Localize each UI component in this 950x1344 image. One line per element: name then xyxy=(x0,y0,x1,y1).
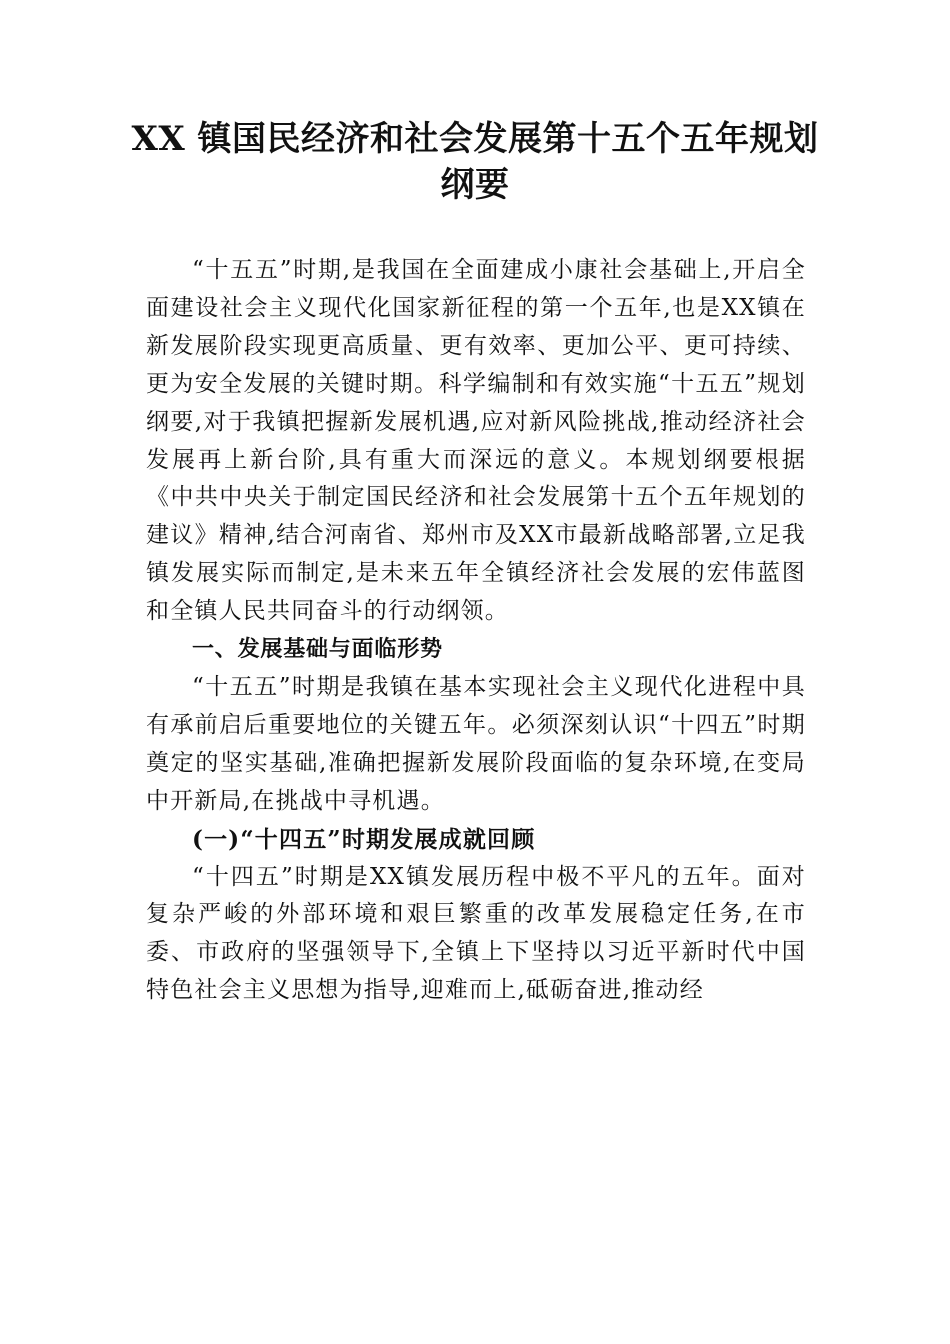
subsection-heading-achievements: (一)“十四五”时期发展成就回顾 xyxy=(192,825,536,853)
subsection-paragraph: “十四五”时期是XX镇发展历程中极不平凡的五年。面对复杂严峻的外部环境和艰巨繁重的改革发展稳定任务,在市委、市政府的坚强领导下,全镇上下坚持以习近平新时代中国特色社会主义思想为指导,迎难而上,砥砺奋进,推动经 xyxy=(146,863,806,1004)
document-body xyxy=(146,252,806,1010)
intro-paragraph: “十五五”时期,是我国在全面建成小康社会基础上,开启全面建设社会主义现代化国家新征程的第一个五年,也是XX镇在新发展阶段实现更高质量、更有效率、更加公平、更可持续、更为安全发展的关键时期。科学编制和有效实施“十五五”规划纲要,对于我镇把握新发展机遇,应对新风险挑战,推动经济社会发展再上新台阶,具有重大而深远的意义。本规划纲要根据《中共中央关于制定国民经济和社会发展第十五个五年规划的建议》精神,结合河南省、郑州市及XX市最新战略部署,立足我镇发展实际而制定,是未来五年全镇经济社会发展的宏伟蓝图和全镇人民共同奋斗的行动纲领。 xyxy=(146,257,806,625)
section-heading-development-basis: 一、发展基础与面临形势 xyxy=(192,637,443,663)
document-title: XX 镇国民经济和社会发展第十五个五年规划纲要 xyxy=(131,119,819,205)
section-paragraph: “十五五”时期是我镇在基本实现社会主义现代化进程中具有承前启后重要地位的关键五年。必须深刻认识“十四五”时期奠定的坚实基础,准确把握新发展阶段面临的复杂环境,在变局中开新局,在挑战中寻机遇。 xyxy=(146,673,806,814)
